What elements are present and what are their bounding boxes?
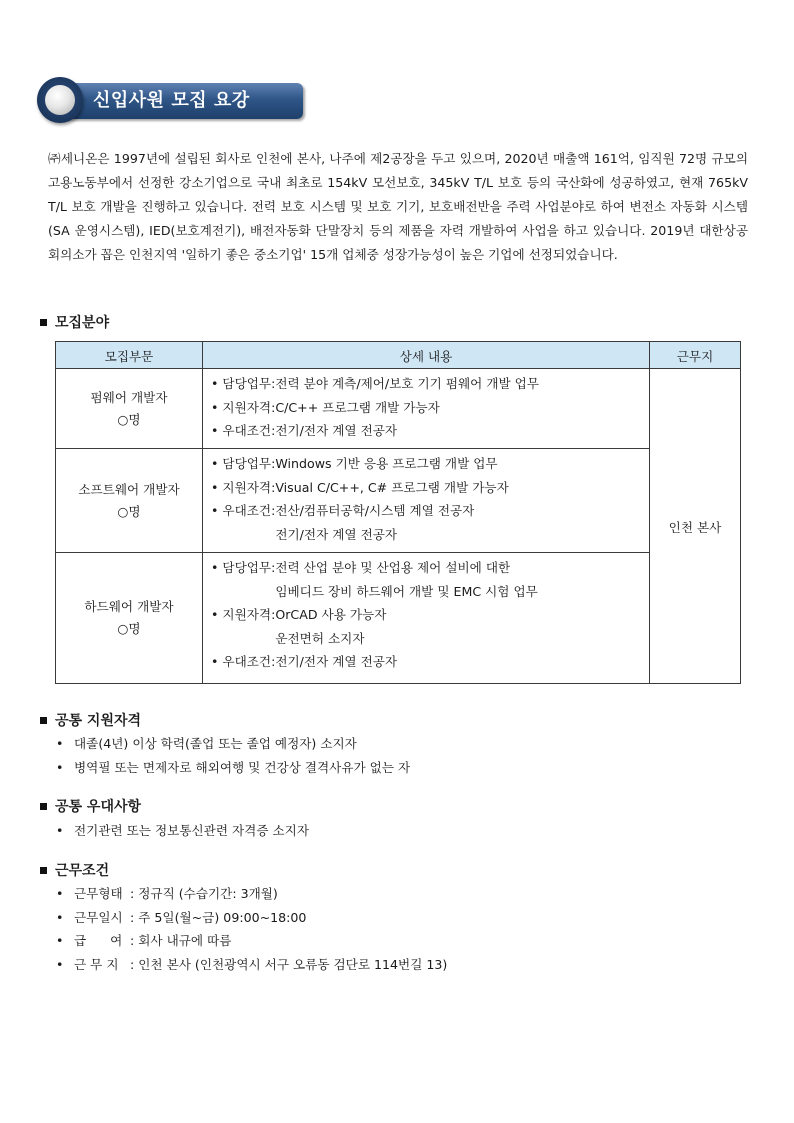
banner-knob-icon	[45, 85, 75, 115]
condition-key: 근무일시	[74, 909, 123, 925]
bullet-icon: •	[56, 736, 64, 751]
detail-cell	[203, 369, 650, 449]
detail-value: 운전면허 소지자	[275, 630, 365, 646]
list-item	[56, 756, 410, 780]
section-recruit-title: 모집분야	[55, 315, 110, 331]
condition-key: 근무형태	[74, 886, 123, 901]
title-banner	[37, 77, 303, 125]
position-name: 하드웨어 개발자	[84, 599, 174, 614]
detail-value: OrCAD 사용 가능자	[275, 607, 387, 622]
header-detail: 상세 내용	[203, 342, 650, 369]
header-location: 근무지	[650, 342, 741, 369]
detail-line	[211, 650, 643, 674]
condition-value: : 회사 내규에 따름	[130, 933, 232, 948]
table-row	[56, 449, 741, 553]
detail-line	[211, 476, 643, 500]
section-recruit-heading	[40, 312, 109, 332]
banner-circle-icon	[37, 77, 83, 123]
position-count: ○명	[117, 503, 141, 519]
detail-value: C/C++ 프로그램 개발 가능자	[275, 399, 440, 415]
position-cell	[56, 553, 203, 684]
detail-value: 전기/전자 계열 전공자	[275, 654, 398, 669]
condition-value: : 주 5일(월~금) 09:00~18:00	[130, 909, 307, 925]
company-intro: ㈜세니온은 1997년에 설립된 회사로 인천에 본사, 나주에 제2공장을 두고 있으며, 2020년 매출액 161억, 임직원 72명 규모의 고용노동부에서 선정한 강소기업으로 국내 최초로 154kV 모선보호, 345kV T/L 보호 등의 국산화에 성공하였고, 현재 765kV T/L 보호 개발을 진행하고 있습니다. 전력 보호 시스템 및 보호 기기, 보호배전반을 주력 사업분야로 하여 변전소 자동화 시스템(SA 운영시스템), IED(보호계전기), 배전자동화 단말장치 등의 제품을 자력 개발하여 사업을 하고 있습니다. 2019년 대한상공회의소가 꼽은 인천지역 '일하기 좋은 중소기업' 15개 업체중 성장가능성이 높은 기업에 선정되었습니다.	[48, 151, 749, 262]
section-preference-heading	[40, 796, 141, 816]
section-conditions-title: 근무조건	[55, 863, 110, 879]
table-header-row	[56, 342, 741, 369]
header-position: 모집부문	[56, 342, 203, 369]
position-name: 소프트웨어 개발자	[78, 481, 180, 497]
detail-line	[211, 396, 643, 420]
bullet-icon: •	[56, 823, 64, 838]
preference-list	[56, 819, 309, 843]
square-bullet-icon	[40, 867, 47, 874]
condition-key: 근 무 지	[74, 956, 119, 972]
qualification-list	[56, 732, 410, 779]
detail-key: • 담당업무:	[211, 376, 276, 391]
detail-key: • 지원자격:	[211, 607, 276, 622]
list-item	[56, 819, 309, 843]
position-name: 펌웨어 개발자	[90, 389, 168, 405]
detail-value: 전력 산업 분야 및 산업용 제어 설비에 대한	[275, 560, 511, 575]
square-bullet-icon	[40, 319, 47, 326]
position-cell	[56, 369, 203, 449]
detail-value: 전산/컴퓨터공학/시스템 계열 전공자	[275, 503, 475, 518]
detail-key: • 우대조건:	[211, 503, 276, 518]
detail-key: • 지원자격:	[211, 399, 276, 415]
condition-value: : 정규직 (수습기간: 3개월)	[130, 886, 278, 901]
detail-value: Visual C/C++, C# 프로그램 개발 가능자	[275, 479, 509, 495]
detail-value: 전기/전자 계열 전공자	[275, 423, 398, 438]
section-qualification-heading	[40, 710, 141, 730]
location-cell: 인천 본사	[650, 369, 741, 684]
detail-line	[211, 419, 643, 443]
list-item	[56, 953, 447, 977]
detail-line	[211, 452, 643, 476]
position-count: ○명	[117, 621, 141, 636]
detail-value: 임베디드 장비 하드웨어 개발 및 EMC 시험 업무	[275, 583, 538, 599]
table-row	[56, 553, 741, 684]
detail-value: 전기/전자 계열 전공자	[275, 526, 398, 542]
detail-cell	[203, 553, 650, 684]
condition-key: 급 여	[74, 933, 123, 948]
list-item	[56, 906, 447, 930]
detail-line	[211, 603, 643, 650]
conditions-list	[56, 882, 447, 976]
bullet-icon: •	[56, 759, 64, 775]
detail-line	[211, 499, 643, 546]
bullet-icon: •	[56, 956, 64, 972]
list-item	[56, 732, 410, 756]
condition-value: : 인천 본사 (인천광역시 서구 오류동 검단로 114번길 13)	[130, 956, 448, 972]
list-item-text: 병역필 또는 면제자로 해외여행 및 건강상 결격사유가 없는 자	[74, 759, 411, 775]
detail-cell	[203, 449, 650, 553]
recruit-table	[55, 341, 741, 684]
detail-key: • 지원자격:	[211, 479, 276, 495]
square-bullet-icon	[40, 803, 47, 810]
list-item-text: 전기관련 또는 정보통신관련 자격증 소지자	[74, 823, 309, 838]
list-item-text: 대졸(4년) 이상 학력(졸업 또는 졸업 예정자) 소지자	[74, 736, 357, 751]
bullet-icon: •	[56, 909, 64, 925]
detail-value: Windows 기반 응용 프로그램 개발 업무	[275, 456, 498, 471]
detail-line	[211, 372, 643, 396]
bullet-icon: •	[56, 933, 64, 948]
detail-value: 전력 분야 계측/제어/보호 기기 펌웨어 개발 업무	[275, 376, 539, 391]
table-row	[56, 369, 741, 449]
list-item	[56, 929, 447, 953]
square-bullet-icon	[40, 717, 47, 724]
section-conditions-heading	[40, 860, 109, 880]
detail-line	[211, 556, 643, 603]
bullet-icon: •	[56, 886, 64, 901]
section-preference-title: 공통 우대사항	[55, 799, 142, 815]
section-qualification-title: 공통 지원자격	[55, 713, 142, 729]
position-cell	[56, 449, 203, 553]
detail-key: • 담당업무:	[211, 456, 276, 471]
position-count: ○명	[117, 411, 141, 427]
detail-key: • 우대조건:	[211, 423, 276, 438]
detail-key: • 우대조건:	[211, 654, 276, 669]
detail-key: • 담당업무:	[211, 560, 276, 575]
page-title: 신입사원 모집 요강	[93, 90, 250, 111]
list-item	[56, 882, 447, 906]
